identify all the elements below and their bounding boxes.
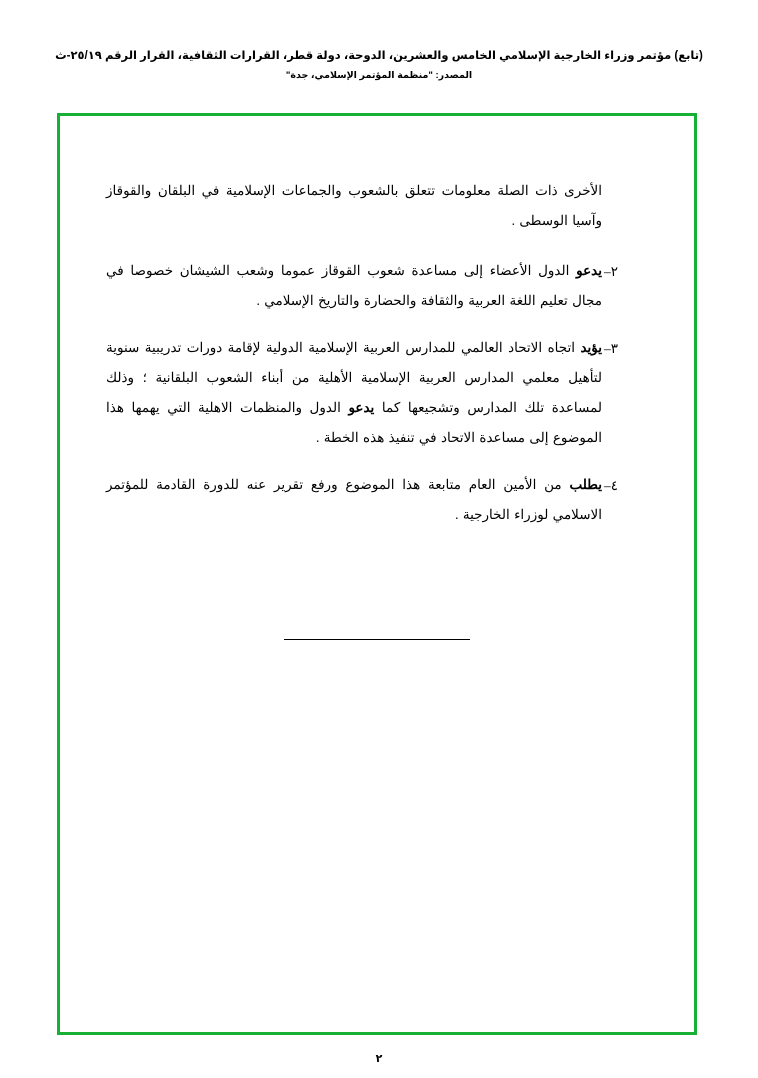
paragraph-4-body: من الأمين العام متابعة هذا الموضوع ورفع تقرير عنه للدورة القادمة للمؤتمر الاسلامي لوزراء الخارجية .: [106, 477, 602, 522]
paragraph-4-lead: يطلب: [569, 477, 602, 492]
paragraph-3-dash: –: [604, 341, 611, 356]
continuation-text: الأخرى ذات الصلة معلومات تتعلق بالشعوب والجماعات الإسلامية في البلقان والقوقاز وآسيا الوسطى .: [106, 183, 602, 228]
frame-inner: [60, 116, 694, 1032]
paragraph-2-index: ٢: [610, 264, 619, 279]
paragraph-2-body: الدول الأعضاء إلى مساعدة شعوب القوقاز عموما وشعب الشيشان خصوصا في مجال تعليم اللغة العربية والثقافة والحضارة والتاريخ الإسلامي .: [106, 263, 602, 308]
paragraph-2-number: [602, 256, 648, 316]
page-number: ٢: [375, 1053, 383, 1065]
paragraph-4: [106, 470, 648, 530]
paragraph-3-text: [106, 333, 602, 453]
page-header: [0, 48, 758, 83]
paragraph-3: [106, 333, 648, 453]
header-source-line: المصدر: "منظمة المؤتمر الإسلامي، جدة": [285, 70, 473, 81]
paragraph-2-text: [106, 256, 602, 316]
paragraph-3-inline-bold: يدعو: [348, 400, 375, 415]
section-divider: [60, 627, 694, 645]
green-border-frame: [57, 113, 697, 1035]
paragraph-4-index: ٤: [610, 478, 619, 493]
continuation-paragraph: [106, 176, 648, 236]
continuation-number-spacer: [602, 176, 648, 236]
divider-line: [284, 639, 470, 640]
document-body: [106, 176, 648, 547]
paragraph-3-lead: يؤيد: [580, 340, 603, 355]
paragraph-2-dash: –: [604, 264, 611, 279]
paragraph-4-text: [106, 470, 602, 530]
paragraph-3-body: اتجاه الاتحاد العالمي للمدارس العربية الإسلامية الدولية لإقامة دورات تدريبية سنوية لتأهيل معلمي المدارس العربية الإسلامية الأهلية من أبناء الشعوب البلقانية ؛ وذلك لمساعدة تلك المدارس وتشجيعها كما: [106, 340, 602, 415]
page-footer: [0, 1052, 758, 1065]
paragraph-3-index: ٣: [610, 341, 619, 356]
paragraph-2-lead: يدعو: [576, 263, 602, 278]
paragraph-3-number: [602, 333, 648, 453]
paragraph-4-number: [602, 470, 648, 530]
paragraph-3-body-after: الدول والمنظمات الاهلية التي يهمها هذا الموضوع إلى مساعدة الاتحاد في تنفيذ هذه الخطة .: [106, 400, 602, 445]
paragraph-2: [106, 256, 648, 316]
header-title-line: (تابع) مؤتمر وزراء الخارجية الإسلامي الخامس والعشرين، الدوحة، دولة قطر، القرارات الثقافية، القرار الرقم ٢٥/١٩-ث: [55, 50, 703, 62]
paragraph-4-dash: –: [604, 478, 611, 493]
